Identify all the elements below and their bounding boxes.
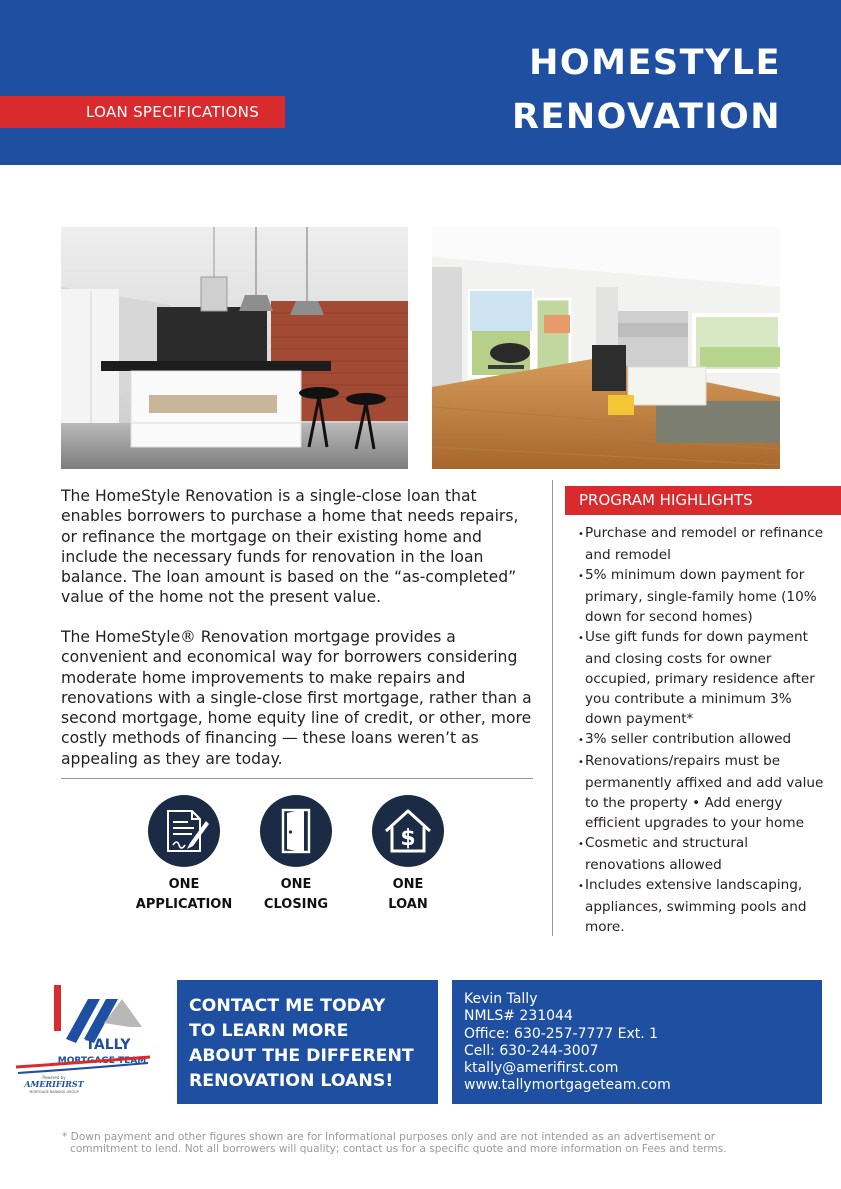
cta-line-2: TO LEARN MORE [189,1021,349,1041]
cta-line-3: ABOUT THE DIFFERENT [189,1046,414,1066]
contact-name: Kevin Tally [464,991,538,1007]
kitchen-photo [61,227,408,469]
cta-line-1: CONTACT ME TODAY [189,996,386,1016]
vertical-divider [552,480,553,936]
contact-office-phone[interactable]: Office: 630-257-7777 Ext. 1 [464,1025,659,1042]
svg-text:$: $ [400,826,416,851]
icon-label-line2: CLOSING [263,897,329,912]
icon-label-line1: ONE [392,877,424,892]
logo-name-line2: MORTGAGE TEAM [57,1056,147,1066]
list-item: • Cosmetic and structural renovations allowed [578,833,828,875]
list-item: • Use gift funds for down payment and closing costs for owner occupied, primary residence after you contribute a minimum 3% down payment* [578,627,828,729]
program-highlights-header: PROGRAM HIGHLIGHTS [565,486,841,515]
icon-label-line1: ONE [280,877,312,892]
program-highlights-list [578,523,828,937]
logo-partner: AMERIFIRST [24,1079,84,1089]
logo-powered-by: Powered by [42,1075,66,1080]
contact-box [452,980,822,1104]
tally-mortgage-team-logo [14,983,154,1101]
house-dollar-icon [372,795,444,867]
horizontal-divider [61,778,533,779]
icon-label-line1: ONE [168,877,200,892]
page-title [512,36,781,144]
contact-email-link[interactable]: ktally@amerifirst.com [464,1060,619,1077]
disclaimer [62,1131,782,1155]
description-paragraph: The HomeStyle® Renovation mortgage provides a convenient and economical way for borrowers considering moderate home improvements to make repairs and renovations with a single-close first mortgage, rather than a second mortgage, home equity line of credit, or other, more costly methods of financing — these loans weren’t as appealing as they are today. [61,628,532,768]
cta-line-4: RENOVATION LOANS! [189,1071,394,1091]
cta-box [177,980,438,1104]
list-item: • Purchase and remodel or refinance and remodel [578,523,828,565]
disclaimer-line-1: * Down payment and other figures shown are for Informational purposes only and are not intended as an advertisement or [62,1131,716,1143]
logo-partner-sub: MORTGAGE BANKING GROUP [29,1090,79,1094]
door-icon [260,795,332,867]
title-line-2: RENOVATION [512,97,781,137]
icon-label-line2: APPLICATION [135,897,233,912]
icon-label-loan [353,875,463,915]
icon-label-line2: LOAN [388,897,428,912]
list-item: • 3% seller contribution allowed [578,729,828,751]
list-item: • Renovations/repairs must be permanently affixed and add value to the property • Add energy efficient upgrades to your home [578,751,828,833]
title-line-1: HOMESTYLE [529,43,781,83]
contact-cell-phone[interactable]: Cell: 630-244-3007 [464,1042,599,1059]
document-signature-icon [148,795,220,867]
intro-paragraph: The HomeStyle Renovation is a single-close loan that enables borrowers to purchase a home that needs repairs, or refinance the mortgage on their existing home and include the necessary funds for renovation in the loan balance. The loan amount is based on the “as-completed” value of the home not the present value. [61,487,519,607]
icon-label-closing [241,875,351,915]
logo-name-line1: TALLY [85,1037,131,1053]
contact-website-link[interactable]: www.tallymortgageteam.com [464,1077,671,1094]
living-room-photo [432,227,780,469]
list-item: • Includes extensive landscaping, appliances, swimming pools and more. [578,875,828,937]
contact-nmls: NMLS# 231044 [464,1008,573,1025]
disclaimer-line-2: commitment to lend. Not all borrowers will quality; contact us for a specific quote and more information on Fees and terms. [70,1143,727,1155]
icon-label-application [129,875,239,915]
list-item: • 5% minimum down payment for primary, single-family home (10% down for second homes) [578,565,828,627]
loan-specifications-tag: LOAN SPECIFICATIONS [0,96,285,128]
